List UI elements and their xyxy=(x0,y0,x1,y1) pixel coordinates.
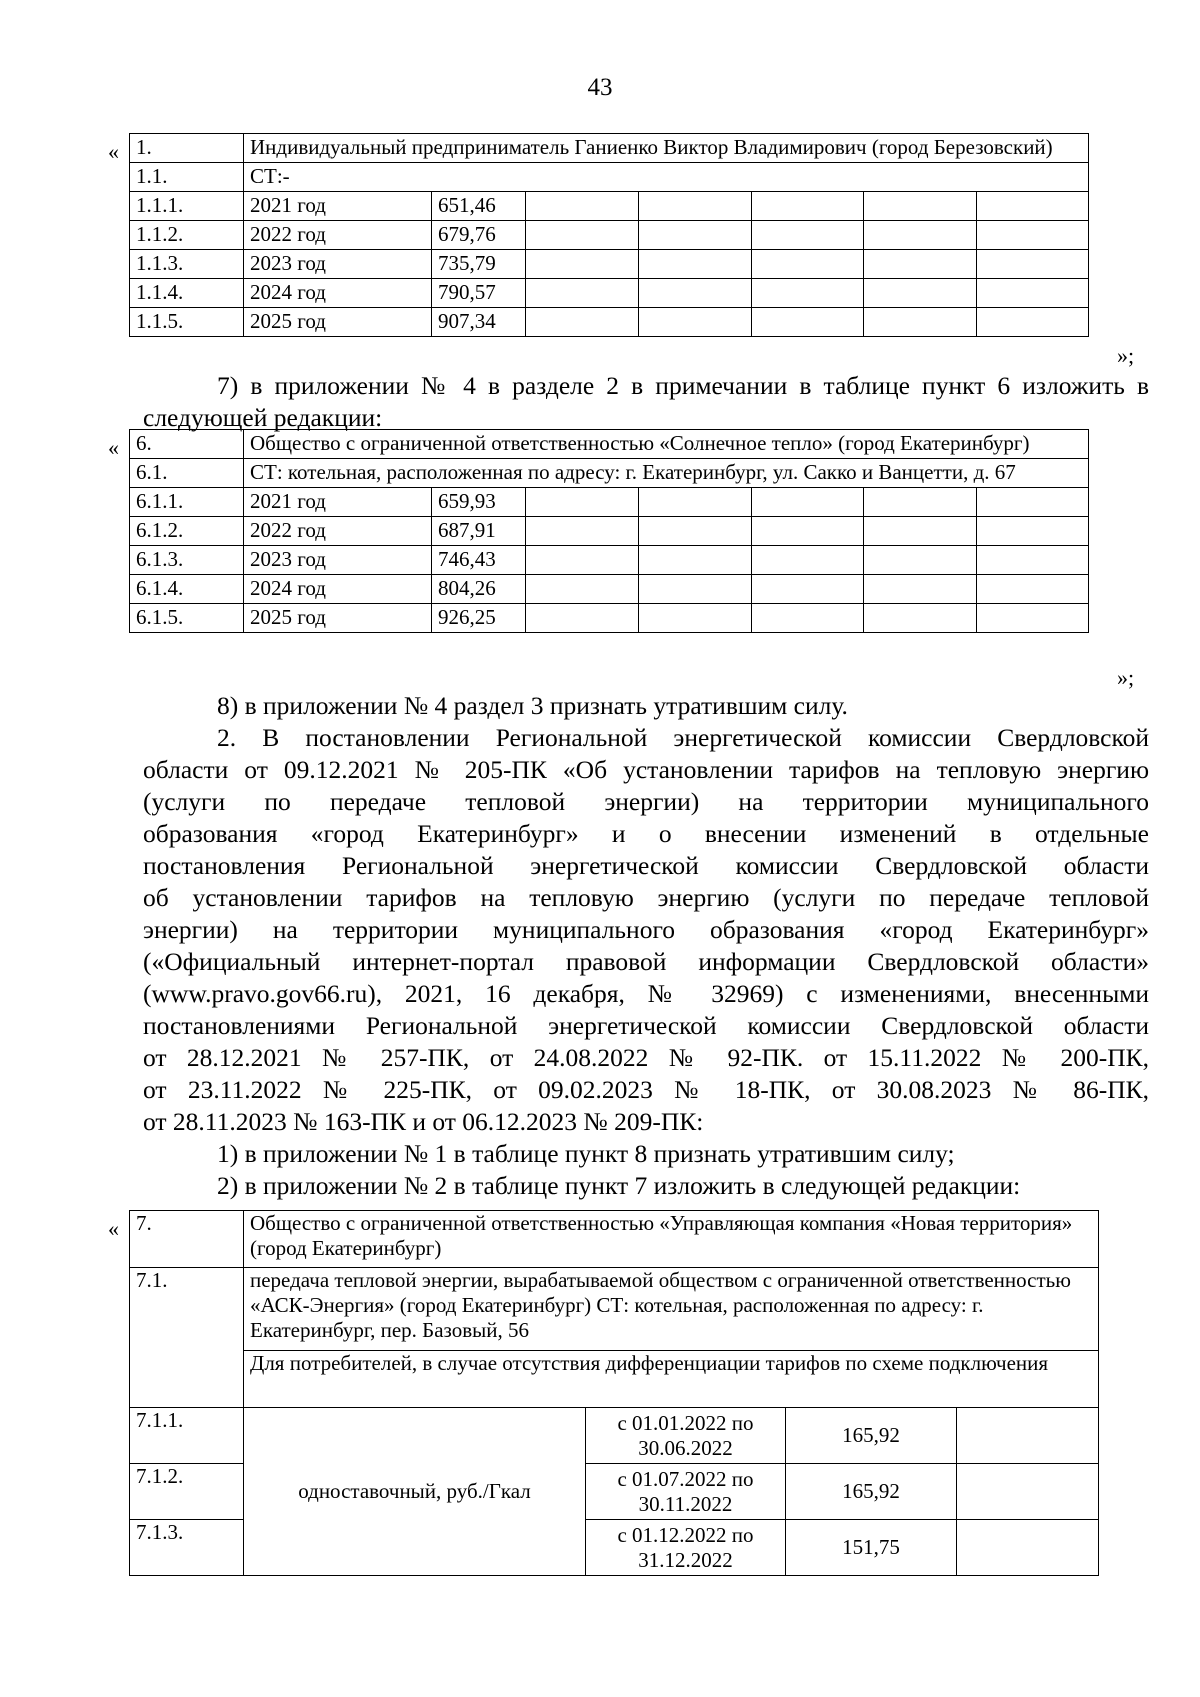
text-line: области от 09.12.2021 № 205-ПК «Об установлении тарифов на тепловую энергию xyxy=(143,755,1149,784)
consumer-group: Для потребителей, в случае отсутствия дифференциации тарифов по схеме подключения xyxy=(244,1351,1099,1408)
text-line: образования «город Екатеринбург» и о внесении изменений в отдельные xyxy=(143,819,1149,848)
tariff-table-3 xyxy=(129,1210,1099,1576)
table-row xyxy=(130,1211,1099,1268)
row-number: 1.1.5. xyxy=(130,308,244,337)
tariff-table-1 xyxy=(129,133,1089,337)
row-number: 6.1.4. xyxy=(130,575,244,604)
row-value: 659,93 xyxy=(432,488,526,517)
row-value: 651,46 xyxy=(432,192,526,221)
tariff-type: одноставочный, руб./Гкал xyxy=(244,1408,586,1576)
row-year: 2025 год xyxy=(244,308,432,337)
row-value: 165,92 xyxy=(786,1408,957,1464)
text-line: энергии) на территории муниципального образования «город Екатеринбург» xyxy=(143,915,1149,944)
table-row xyxy=(130,604,1089,633)
paragraph-8: 8) в приложении № 4 раздел 3 признать утратившим силу. xyxy=(217,691,848,720)
row-number: 7.1.1. xyxy=(130,1408,244,1464)
table-row xyxy=(130,430,1089,459)
source-name: СТ:- xyxy=(244,163,1089,192)
table-row xyxy=(130,308,1089,337)
item-number: 1.1. xyxy=(130,163,244,192)
row-year: 2024 год xyxy=(244,279,432,308)
text-line: постановлениями Региональной энергетической комиссии Свердловской области xyxy=(143,1011,1149,1040)
text-line: постановления Региональной энергетической комиссии Свердловской области xyxy=(143,851,1149,880)
table-row xyxy=(130,575,1089,604)
table-row xyxy=(130,546,1089,575)
text-line: 2. В постановлении Региональной энергетической комиссии Свердловской xyxy=(217,723,1149,752)
row-year: 2022 год xyxy=(244,517,432,546)
table-row xyxy=(130,1268,1099,1351)
row-number: 7.1.3. xyxy=(130,1520,244,1576)
row-value: 679,76 xyxy=(432,221,526,250)
row-number: 6.1.3. xyxy=(130,546,244,575)
source-name: СТ: котельная, расположенная по адресу: г. Екатеринбург, ул. Сакко и Ванцетти, д. 67 xyxy=(244,459,1089,488)
quote-open: « xyxy=(108,139,119,164)
row-number: 1.1.1. xyxy=(130,192,244,221)
row-value: 746,43 xyxy=(432,546,526,575)
item-number: 6.1. xyxy=(130,459,244,488)
organization-name: Общество с ограниченной ответственностью «Управляющая компания «Новая территория» (город Екатеринбург) xyxy=(244,1211,1099,1268)
tariff-table-2 xyxy=(129,429,1089,633)
subpoint-1: 1) в приложении № 1 в таблице пункт 8 признать утратившим силу; xyxy=(217,1139,955,1168)
table-row xyxy=(130,250,1089,279)
table-row xyxy=(130,163,1089,192)
row-value: 907,34 xyxy=(432,308,526,337)
quote-open: « xyxy=(108,435,119,460)
row-value: 804,26 xyxy=(432,575,526,604)
row-value: 735,79 xyxy=(432,250,526,279)
table-row xyxy=(130,488,1089,517)
row-number: 1.1.4. xyxy=(130,279,244,308)
text-line: (услуги по передаче тепловой энергии) на территории муниципального xyxy=(143,787,1149,816)
row-number: 1.1.2. xyxy=(130,221,244,250)
table-row xyxy=(130,279,1089,308)
paragraph-2 xyxy=(143,722,1149,1202)
text-line: от 28.12.2021 № 257-ПК, от 24.08.2022 № 92-ПК. от 15.11.2022 № 200-ПК, xyxy=(143,1043,1149,1072)
row-number: 6.1.1. xyxy=(130,488,244,517)
row-year: 2021 год xyxy=(244,488,432,517)
row-year: 2022 год xyxy=(244,221,432,250)
text-line: от 28.11.2023 № 163-ПК и от 06.12.2023 № 209-ПК: xyxy=(143,1107,704,1136)
quote-close: »; xyxy=(1117,665,1135,690)
row-period: с 01.07.2022 по 30.11.2022 xyxy=(586,1464,786,1520)
item-number: 1. xyxy=(130,134,244,163)
table-row xyxy=(130,1408,1099,1464)
source-name: передача тепловой энергии, вырабатываемой обществом с ограниченной ответственностью «АСК-Энергия» (город Екатеринбург) СТ: котельная, расположенная по адресу: г. Екатеринбург, пер. Базовый, 56 xyxy=(244,1268,1099,1351)
table-row xyxy=(130,1351,1099,1408)
row-number: 6.1.5. xyxy=(130,604,244,633)
row-period: с 01.12.2022 по 31.12.2022 xyxy=(586,1520,786,1576)
row-year: 2025 год xyxy=(244,604,432,633)
row-year: 2023 год xyxy=(244,546,432,575)
row-value: 151,75 xyxy=(786,1520,957,1576)
row-year: 2024 год xyxy=(244,575,432,604)
organization-name: Индивидуальный предприниматель Ганиенко Виктор Владимирович (город Березовский) xyxy=(244,134,1089,163)
row-value: 687,91 xyxy=(432,517,526,546)
item-number: 7.1. xyxy=(130,1268,244,1408)
row-value: 790,57 xyxy=(432,279,526,308)
row-number: 1.1.3. xyxy=(130,250,244,279)
quote-close: »; xyxy=(1117,343,1135,368)
page-number: 43 xyxy=(587,74,613,101)
row-value: 165,92 xyxy=(786,1464,957,1520)
paragraph-7: 7) в приложении № 4 в разделе 2 в примечании в таблице пункт 6 изложить в следующей редакции: xyxy=(143,371,1149,432)
item-number: 7. xyxy=(130,1211,244,1268)
table-row xyxy=(130,134,1089,163)
row-value: 926,25 xyxy=(432,604,526,633)
row-year: 2021 год xyxy=(244,192,432,221)
text-line: об установлении тарифов на тепловую энергию (услуги по передаче тепловой xyxy=(143,883,1149,912)
table-row xyxy=(130,459,1089,488)
row-year: 2023 год xyxy=(244,250,432,279)
text-line: (www.pravo.gov66.ru), 2021, 16 декабря, № 32969) с изменениями, внесенными xyxy=(143,979,1149,1008)
quote-open: « xyxy=(108,1216,119,1241)
row-number: 6.1.2. xyxy=(130,517,244,546)
subpoint-2: 2) в приложении № 2 в таблице пункт 7 изложить в следующей редакции: xyxy=(217,1171,1021,1200)
text-line: («Официальный интернет-портал правовой информации Свердловской области» xyxy=(143,947,1149,976)
text-line: от 23.11.2022 № 225-ПК, от 09.02.2023 № 18-ПК, от 30.08.2023 № 86-ПК, xyxy=(143,1075,1149,1104)
organization-name: Общество с ограниченной ответственностью «Солнечное тепло» (город Екатеринбург) xyxy=(244,430,1089,459)
row-period: с 01.01.2022 по 30.06.2022 xyxy=(586,1408,786,1464)
table-row xyxy=(130,221,1089,250)
item-number: 6. xyxy=(130,430,244,459)
row-number: 7.1.2. xyxy=(130,1464,244,1520)
table-row xyxy=(130,192,1089,221)
table-row xyxy=(130,517,1089,546)
